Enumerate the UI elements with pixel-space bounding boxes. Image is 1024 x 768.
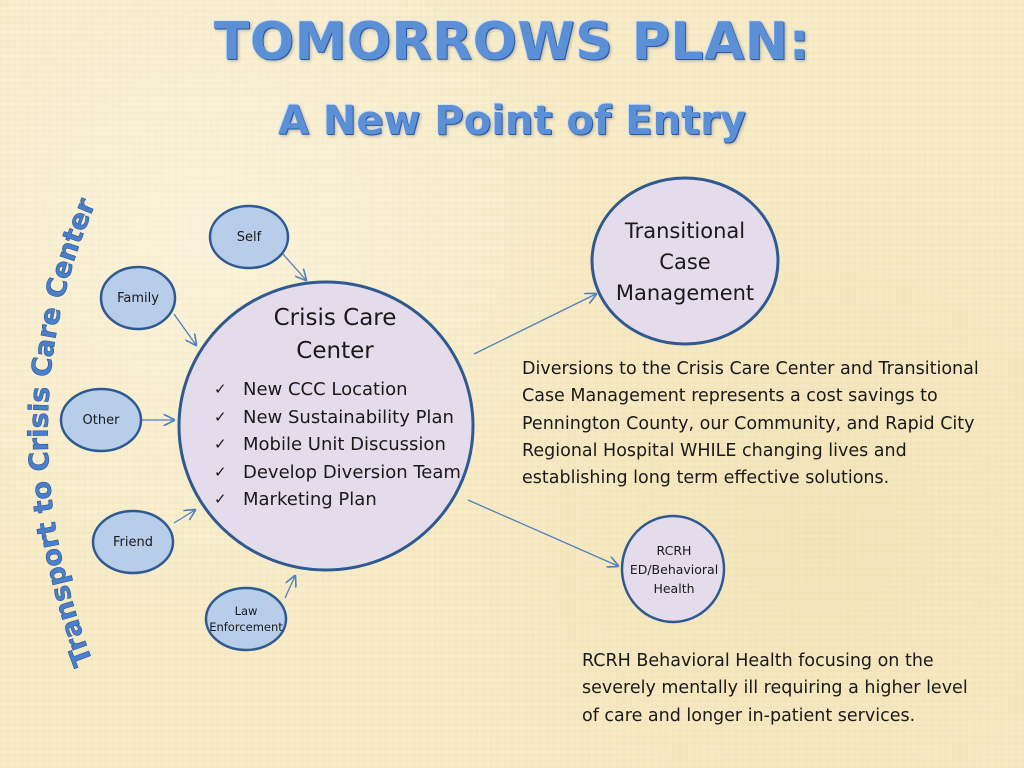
arrow-friend-to-center — [174, 510, 195, 523]
tcm-label-line1: Transitional — [624, 219, 746, 243]
law-label-line2: Enforcement — [209, 620, 283, 634]
tcm-label-line2: Case — [659, 250, 711, 274]
arrow-law-to-center — [285, 576, 295, 598]
tcm-label-line3: Management — [615, 281, 755, 305]
crisis-care-center-title — [230, 302, 440, 368]
checklist-item: ✓ Marketing Plan — [214, 486, 461, 514]
checkmark-icon: ✓ — [214, 380, 227, 398]
arrow-center-to-rcrh — [468, 500, 618, 566]
arrow-family-to-center — [174, 314, 196, 345]
paragraph-line: Diversions to the Crisis Care Center and Transitional — [522, 359, 979, 379]
checkmark-icon: ✓ — [214, 462, 227, 481]
slide-title: TOMORROWS PLAN: — [213, 12, 811, 72]
rcrh-label-line2: ED/Behavioral — [629, 562, 719, 577]
friend-label: Friend — [113, 534, 153, 550]
paragraph-line: Regional Hospital WHILE changing lives and — [522, 440, 907, 461]
paragraph-line: Pennington County, our Community, and Rapid City — [522, 413, 975, 434]
checkmark-icon: ✓ — [214, 435, 227, 453]
family-label: Family — [117, 290, 159, 306]
paragraph-line: of care and longer in-patient services. — [582, 705, 916, 726]
arrow-center-to-tcm — [474, 294, 596, 354]
law-label-line1: Law — [234, 604, 258, 618]
checklist-item: ✓ Develop Diversion Team — [214, 459, 461, 487]
other-label: Other — [82, 412, 120, 428]
law-enforcement-label — [206, 588, 286, 650]
ccc-title-line2: Center — [296, 338, 374, 364]
self-label: Self — [236, 229, 262, 245]
behavioral-health-paragraph — [582, 648, 1002, 730]
paragraph-line: severely mentally ill requiring a higher level — [582, 678, 968, 699]
side-label-transport: Transport to Crisis Care Center — [23, 194, 103, 671]
checkmark-icon: ✓ — [214, 407, 227, 426]
slide-subtitle: A New Point of Entry — [278, 98, 746, 144]
paragraph-line: establishing long term effective solutions. — [522, 468, 890, 489]
rcrh-label-line3: Health — [653, 581, 695, 596]
checklist-item: ✓ Mobile Unit Discussion — [214, 431, 461, 459]
rcrh-label — [622, 541, 726, 598]
checklist-item: ✓ New Sustainability Plan — [214, 404, 461, 432]
cost-savings-paragraph — [522, 356, 1012, 492]
ccc-title-line1: Crisis Care — [273, 305, 397, 331]
crisis-care-center-checklist — [214, 376, 461, 514]
tcm-label — [598, 216, 772, 309]
paragraph-line: Case Management represents a cost savings to — [522, 386, 938, 407]
checkmark-icon: ✓ — [214, 490, 227, 508]
checklist-item: ✓ New CCC Location — [214, 376, 461, 404]
paragraph-line: RCRH Behavioral Health focusing on the — [582, 651, 934, 671]
rcrh-label-line1: RCRH — [656, 543, 692, 558]
